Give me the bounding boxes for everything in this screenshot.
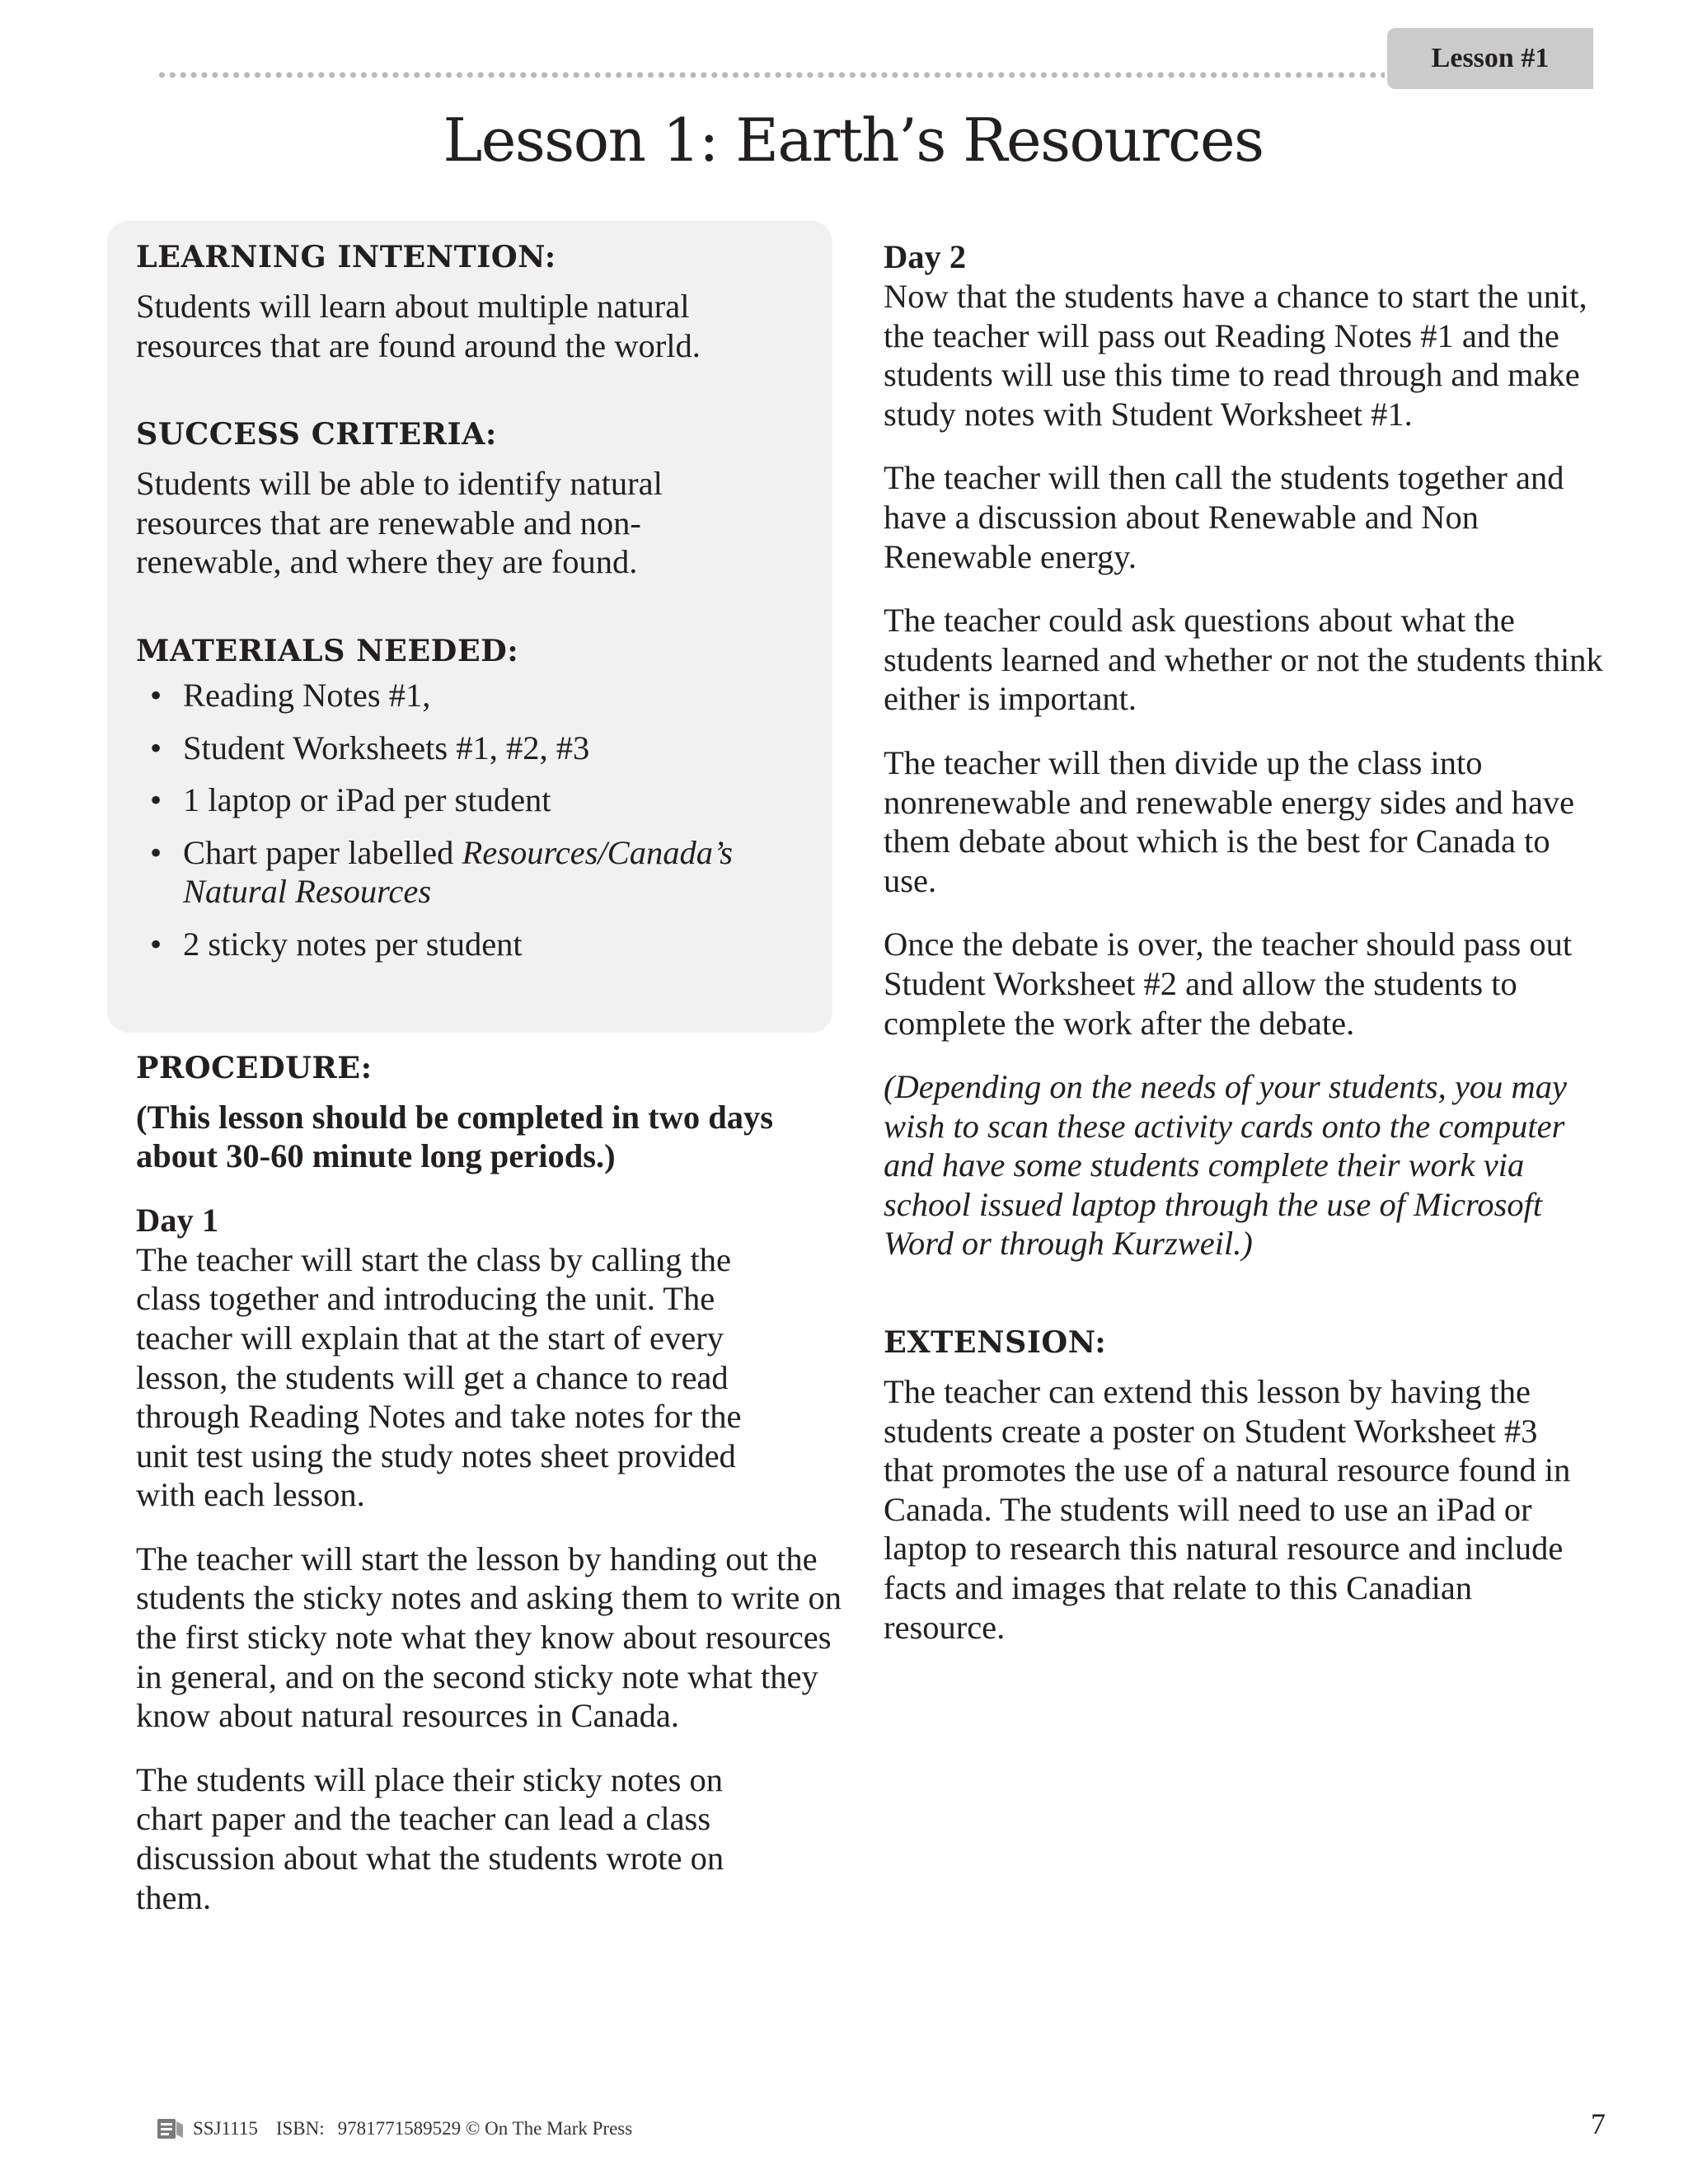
learning-intention-heading: LEARNING INTENTION: <box>136 239 556 274</box>
materials-heading: MATERIALS NEEDED: <box>136 632 519 668</box>
list-item-text: Reading Notes #1, <box>183 676 431 714</box>
left-column <box>136 237 845 1917</box>
day1-paragraph-2: The teacher will start the lesson by handing out the students the sticky notes and asking them to write on the first sticky note what they know about resources in general, and on the second sticky note what they know about natural resources in Canada. <box>136 1540 842 1735</box>
extension-heading: EXTENSION: <box>884 1324 1107 1361</box>
day2-paragraph-1: Now that the students have a chance to start the unit, the teacher will pass out Reading Notes #1 and the students will use this time to read through and make study notes with Student Worksheet #1. <box>884 278 1587 433</box>
day1-paragraph-3: The students will place their sticky notes on chart paper and the teacher can lead a class discussion about what the students wrote on them. <box>136 1760 724 1916</box>
day1-label: Day 1 <box>136 1201 219 1239</box>
dotted-rule <box>157 69 1385 81</box>
footer <box>157 2116 632 2141</box>
day2-paragraph-3: The teacher could ask questions about what the students learned and whether or not the students think either is important. <box>884 602 1603 718</box>
extension-section <box>884 1323 1609 1647</box>
success-criteria-heading: SUCCESS CRITERIA: <box>136 416 497 452</box>
bullet: • <box>150 781 162 819</box>
footer-isbn-label: ISBN: <box>275 2118 325 2139</box>
lesson-tab-label: Lesson #1 <box>1431 43 1550 73</box>
success-criteria-section <box>136 415 845 582</box>
list-item <box>136 676 845 715</box>
book-logo-icon <box>157 2116 185 2141</box>
right-column <box>884 237 1609 1647</box>
day2-label: Day 2 <box>884 238 967 275</box>
procedure-heading: PROCEDURE: <box>136 1049 373 1085</box>
list-item-text: 2 sticky notes per student <box>183 925 523 963</box>
list-item <box>136 729 845 768</box>
footer-isbn: 9781771589529 © On The Mark Press <box>337 2118 633 2139</box>
success-criteria-text: Students will be able to identify natural resources that are renewable and non-renewable, and where they are found. <box>136 465 663 581</box>
materials-list <box>136 676 845 964</box>
day2-paragraph-4: The teacher will then divide up the class into nonrenewable and renewable energy sides and have them debate about which is the best for Canada to use. <box>884 743 1575 899</box>
list-item <box>136 925 845 964</box>
day1-paragraph-1: The teacher will start the class by calling the class together and introducing the unit. The teacher will explain that at the start of every lesson, the students will get a chance to read through Reading Notes and take notes for the unit test using the study notes sheet provided with each lesson. <box>136 1240 742 1514</box>
procedure-section <box>136 1048 845 1918</box>
page-title: Lesson 1: Earth’s Resources <box>443 105 1264 175</box>
list-item-text: 1 laptop or iPad per student <box>183 781 551 819</box>
bullet: • <box>150 729 162 766</box>
bullet: • <box>150 833 162 871</box>
extension-text: The teacher can extend this lesson by having the students create a poster on Student Worksheet #3 that promotes the use of a natural resource found in Canada. The students will need to use an iPad or laptop to research this natural resource and include facts and images that relate to this Canadian resource. <box>884 1373 1571 1646</box>
day2-paragraph-5: Once the debate is over, the teacher should pass out Student Worksheet #2 and allow the students to complete the work after the debate. <box>884 926 1573 1042</box>
procedure-note: (This lesson should be completed in two days about 30-60 minute long periods.) <box>136 1098 774 1175</box>
bullet: • <box>150 676 162 714</box>
learning-intention-text: Students will learn about multiple natural resources that are found around the world. <box>136 288 701 364</box>
lesson-tab <box>1387 28 1593 89</box>
list-item <box>136 780 845 820</box>
footer-code: SSJ1115 <box>193 2118 258 2139</box>
list-item-italic-text: Resources/Canada’s Natural Resources <box>183 833 733 911</box>
list-item <box>136 833 762 912</box>
materials-section <box>136 631 845 964</box>
day2-paragraph-2: The teacher will then call the students together and have a discussion about Renewable and Non Renewable energy. <box>884 459 1564 575</box>
day2-italic-note: (Depending on the needs of your students, you may wish to scan these activity cards onto the computer and have some students complete their work via school issued laptop through the use of Microsoft Word or through Kurzweil.) <box>884 1068 1567 1263</box>
page-number: 7 <box>1591 2107 1606 2140</box>
bullet: • <box>150 925 162 963</box>
list-item-text: Student Worksheets #1, #2, #3 <box>183 729 590 766</box>
learning-intention-section <box>136 237 845 365</box>
list-item-text: Chart paper labelled <box>183 833 454 871</box>
